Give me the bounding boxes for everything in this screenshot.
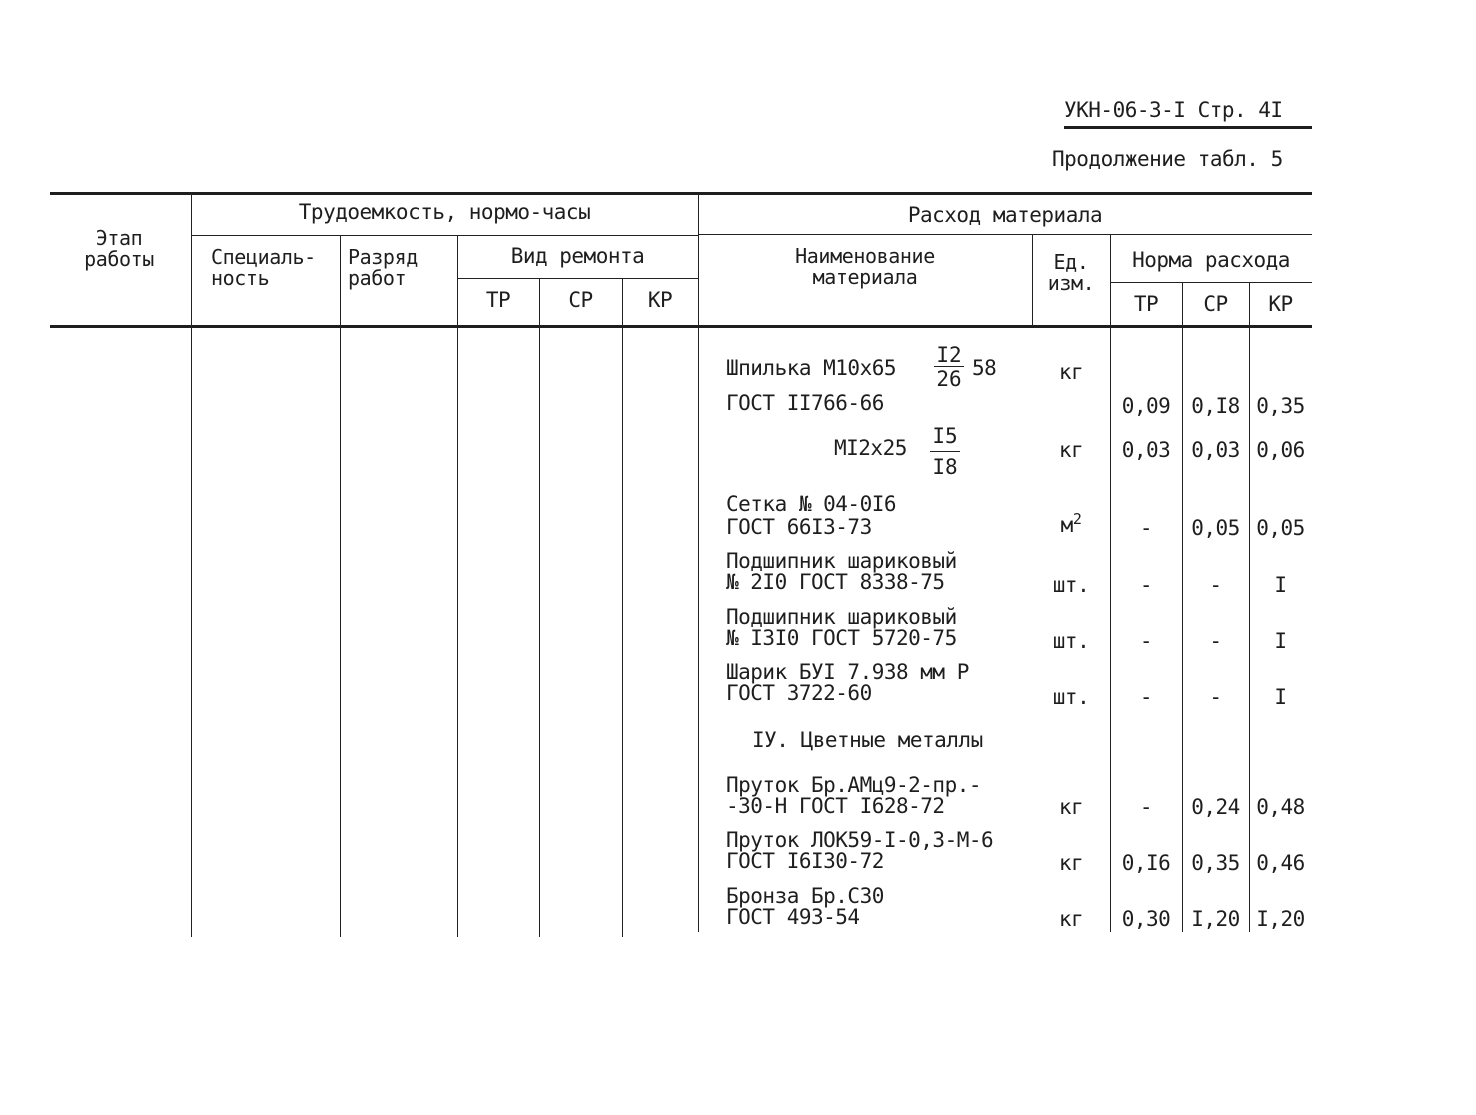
labor-subheader-rule <box>191 235 698 236</box>
header-consumption: Расход материала <box>907 203 1103 227</box>
unit-cell: кг <box>1058 360 1084 384</box>
header-norm-tr: ТР <box>1133 292 1159 316</box>
norm-kr-cell: 0,05 <box>1256 516 1305 540</box>
consumption-subheader-rule <box>698 234 1312 235</box>
unit-cell: шт. <box>1052 685 1090 709</box>
col-divider <box>622 278 623 937</box>
col-divider <box>340 235 341 937</box>
norm-sr-cell: I,20 <box>1191 907 1240 931</box>
material-name: Шарик БУI 7.938 мм Р ГОСТ 3722-60 <box>726 660 969 705</box>
table-top-rule <box>50 192 1312 195</box>
norm-tr-cell: 0,09 <box>1121 394 1171 418</box>
norm-sr-cell: - <box>1209 629 1222 653</box>
repair-type-rule <box>457 278 698 279</box>
header-norm-kr: КР <box>1268 292 1293 316</box>
norm-kr-cell: I <box>1274 629 1287 653</box>
norm-tr-cell: - <box>1139 573 1153 597</box>
fraction: I2 26 <box>934 345 964 389</box>
unit-cell: кг <box>1058 438 1084 462</box>
header-labor: Трудоемкость, нормо-часы <box>298 200 591 224</box>
unit-cell: шт. <box>1052 629 1090 653</box>
table-header-bottom-rule <box>50 325 1312 328</box>
col-divider <box>539 278 540 937</box>
norm-tr-cell: 0,I6 <box>1121 851 1171 875</box>
norm-sr-cell: - <box>1209 685 1222 709</box>
header-repair-tr: ТР <box>485 288 511 312</box>
material-name: Пруток ЛОК59-I-0,3-М-6 ГОСТ I6I30-72 <box>726 828 994 873</box>
norm-tr-cell: 0,03 <box>1121 438 1171 462</box>
fraction-tail: 58 <box>972 356 997 380</box>
norm-kr-cell: I,20 <box>1256 907 1305 931</box>
document-reference: УКН-06-3-I Стр. 4I <box>1064 98 1283 122</box>
norm-rule <box>1110 282 1312 283</box>
material-name: Пруток Бр.АМц9-2-пр.- -30-Н ГОСТ I628-72 <box>726 773 982 818</box>
norm-sr-cell: 0,35 <box>1191 851 1240 875</box>
header-grade: Разряд работ <box>348 245 418 290</box>
material-name: Подшипник шариковый № I3I0 ГОСТ 5720-75 <box>726 605 957 650</box>
norm-sr-cell: 0,24 <box>1191 795 1240 819</box>
col-divider <box>698 192 699 932</box>
col-divider <box>1182 282 1183 932</box>
norm-tr-cell: - <box>1139 795 1153 819</box>
header-repair-sr: СР <box>568 288 593 312</box>
header-norm-sr: СР <box>1203 292 1228 316</box>
unit-cell: кг <box>1058 795 1084 819</box>
norm-kr-cell: I <box>1274 685 1287 709</box>
norm-kr-cell: 0,46 <box>1256 851 1305 875</box>
norm-sr-cell: 0,05 <box>1191 516 1240 540</box>
header-unit: Ед. изм. <box>1047 250 1095 295</box>
header-repair-type: Вид ремонта <box>510 244 645 268</box>
material-name: Шпилька М10х65 <box>726 356 897 380</box>
col-divider <box>457 235 458 937</box>
material-name: Подшипник шариковый № 2I0 ГОСТ 8338-75 <box>726 549 957 594</box>
unit-cell: $м^2$ <box>1060 510 1082 537</box>
fraction: I5 I8 <box>930 426 960 478</box>
header-stage: Этап работы <box>84 226 154 271</box>
header-repair-kr: КР <box>647 288 673 312</box>
norm-kr-cell: I <box>1274 573 1287 597</box>
unit-cell: кг <box>1058 851 1084 875</box>
col-divider <box>1249 282 1250 932</box>
table-continuation-note: Продолжение табл. 5 <box>1052 147 1283 171</box>
header-specialty: Специаль- ность <box>211 245 316 290</box>
header-norm: Норма расхода <box>1132 248 1290 272</box>
material-name: Сетка № 04-0I6 ГОСТ 66I3-73 <box>726 492 897 539</box>
norm-tr-cell: 0,30 <box>1121 907 1171 931</box>
header-material-name: Наименование материала <box>795 244 935 289</box>
norm-kr-cell: 0,48 <box>1256 795 1305 819</box>
norm-tr-cell: - <box>1139 629 1153 653</box>
norm-tr-cell: - <box>1139 516 1153 540</box>
norm-kr-cell: 0,35 <box>1256 394 1305 418</box>
material-name: МI2х25 <box>834 436 907 460</box>
unit-cell: кг <box>1058 907 1084 931</box>
norm-sr-cell: 0,I8 <box>1191 394 1240 418</box>
document-reference-underline <box>1064 126 1312 129</box>
section-heading: IУ. Цветные металлы <box>752 728 983 752</box>
unit-cell: шт. <box>1052 573 1090 597</box>
norm-tr-cell: - <box>1139 685 1153 709</box>
norm-sr-cell: - <box>1209 573 1222 597</box>
material-name: ГОСТ II766-66 <box>726 391 884 415</box>
norm-kr-cell: 0,06 <box>1256 438 1305 462</box>
material-name: Бронза Бр.С30 ГОСТ 493-54 <box>726 884 884 929</box>
col-divider <box>191 192 192 937</box>
norm-sr-cell: 0,03 <box>1191 438 1240 462</box>
